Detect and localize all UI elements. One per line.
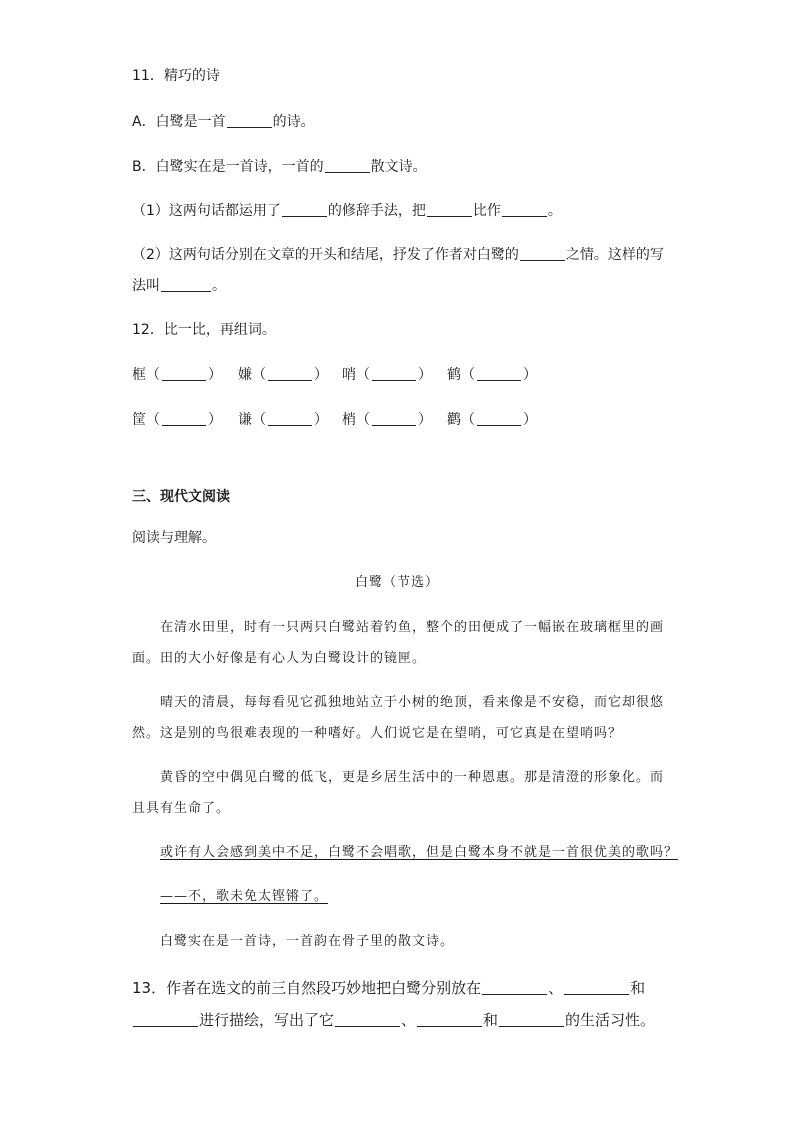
q13-line2	[132, 1010, 655, 1030]
q11-s2-line2	[132, 276, 226, 296]
passage-p1-line1: 在清水田里，时有一只两只白鹭站着钓鱼，整个的田便成了一幅嵌在玻璃框里的画	[160, 620, 665, 635]
answer-blank[interactable]	[502, 202, 547, 217]
section-intro: 阅读与理解。	[132, 530, 216, 546]
q11-b-post: 散文诗。	[370, 159, 427, 175]
passage-p5: ——不，歌未免太铿锵了。	[160, 889, 329, 904]
q11-s2-post: 之情。这样的写	[565, 247, 664, 263]
q12-item: 嫌（ ）	[238, 367, 328, 383]
answer-blank[interactable]	[372, 411, 416, 426]
q13-l2-and: 和	[483, 1011, 499, 1029]
q13-line1	[132, 978, 645, 998]
q13-l2-post1: 进行描绘，写出了它	[199, 1011, 335, 1029]
answer-blank[interactable]	[161, 277, 211, 292]
q11-s1-post: 。	[547, 203, 562, 219]
q13-l1-post: 和	[630, 979, 646, 997]
answer-blank[interactable]	[133, 1012, 198, 1027]
q13-l2-sep: 、	[401, 1011, 417, 1029]
q11-b	[132, 157, 427, 177]
q12-item: 框（ ）	[132, 367, 222, 383]
passage-p2-line2: 然。这是别的鸟很难表现的一种嗜好。人们说它是在望哨，可它真是在望哨吗？	[132, 726, 623, 741]
answer-blank[interactable]	[268, 366, 312, 381]
q11-s2-line2-post: 。	[212, 278, 226, 294]
answer-blank[interactable]	[417, 1012, 482, 1027]
q12-item: 梢（ ）	[342, 412, 432, 428]
answer-blank[interactable]	[564, 980, 629, 995]
answer-blank[interactable]	[372, 366, 416, 381]
q11-a-pre: A．白鹭是一首	[132, 114, 226, 130]
passage-p6: 白鹭实在是一首诗，一首韵在骨子里的散文诗。	[160, 934, 455, 949]
answer-blank[interactable]	[335, 1012, 400, 1027]
passage-p3-line2: 且具有生命了。	[132, 801, 231, 816]
answer-blank[interactable]	[482, 980, 547, 995]
passage-p3-line1: 黄昏的空中偶见白鹭的低飞，更是乡居生活中的一种恩惠。那是清澄的形象化。而	[160, 770, 665, 785]
q11-title: 11．精巧的诗	[132, 68, 220, 84]
q11-a	[132, 112, 315, 132]
q11-s1-pre: （1）这两句话都运用了	[132, 203, 281, 219]
passage-p1-line2: 面。田的大小好像是有心人为白鹭设计的镜匣。	[132, 651, 427, 666]
q11-s2-pre: （2）这两句话分别在文章的开头和结尾，抒发了作者对白鹭的	[132, 247, 519, 263]
q11-s2-line2-pre: 法叫	[132, 278, 160, 294]
q12-title: 12．比一比，再组词。	[132, 322, 276, 338]
answer-blank[interactable]	[162, 411, 206, 426]
q13-l2-post2: 的生活习性。	[565, 1011, 656, 1029]
section-heading: 三、现代文阅读	[132, 489, 230, 505]
answer-blank[interactable]	[268, 411, 312, 426]
passage-title: 白鹭（节选）	[354, 575, 439, 590]
passage-p2-line1: 晴天的清晨，每每看见它孤独地站立于小树的绝顶，看来像是不安稳，而它却很悠	[160, 695, 665, 710]
q12-item: 哨（ ）	[342, 367, 432, 383]
q12-item: 谦（ ）	[238, 412, 328, 428]
q11-a-post: 的诗。	[272, 114, 315, 130]
answer-blank[interactable]	[227, 113, 272, 128]
q12-item: 鹳（ ）	[447, 412, 537, 428]
q12-item: 筐（ ）	[132, 412, 222, 428]
answer-blank[interactable]	[477, 411, 521, 426]
q13-l1-pre: 13．作者在选文的前三自然段巧妙地把白鹭分别放在	[132, 979, 482, 997]
answer-blank[interactable]	[162, 366, 206, 381]
passage-p4: 或许有人会感到美中不足，白鹭不会唱歌，但是白鹭本身不就是一首很优美的歌吗？	[160, 845, 679, 860]
answer-blank[interactable]	[427, 202, 472, 217]
answer-blank[interactable]	[520, 246, 565, 261]
answer-blank[interactable]	[499, 1012, 564, 1027]
answer-blank[interactable]	[325, 158, 370, 173]
answer-blank[interactable]	[282, 202, 327, 217]
q13-l1-sep: 、	[548, 979, 564, 997]
q11-s2	[132, 245, 664, 265]
answer-blank[interactable]	[477, 366, 521, 381]
q11-s1-mid2: 比作	[472, 203, 501, 219]
q12-item: 鹤（ ）	[447, 367, 537, 383]
q11-s1	[132, 201, 562, 221]
q11-b-pre: B．白鹭实在是一首诗，一首的	[132, 159, 324, 175]
q11-s1-mid1: 的修辞手法，把	[327, 203, 426, 219]
